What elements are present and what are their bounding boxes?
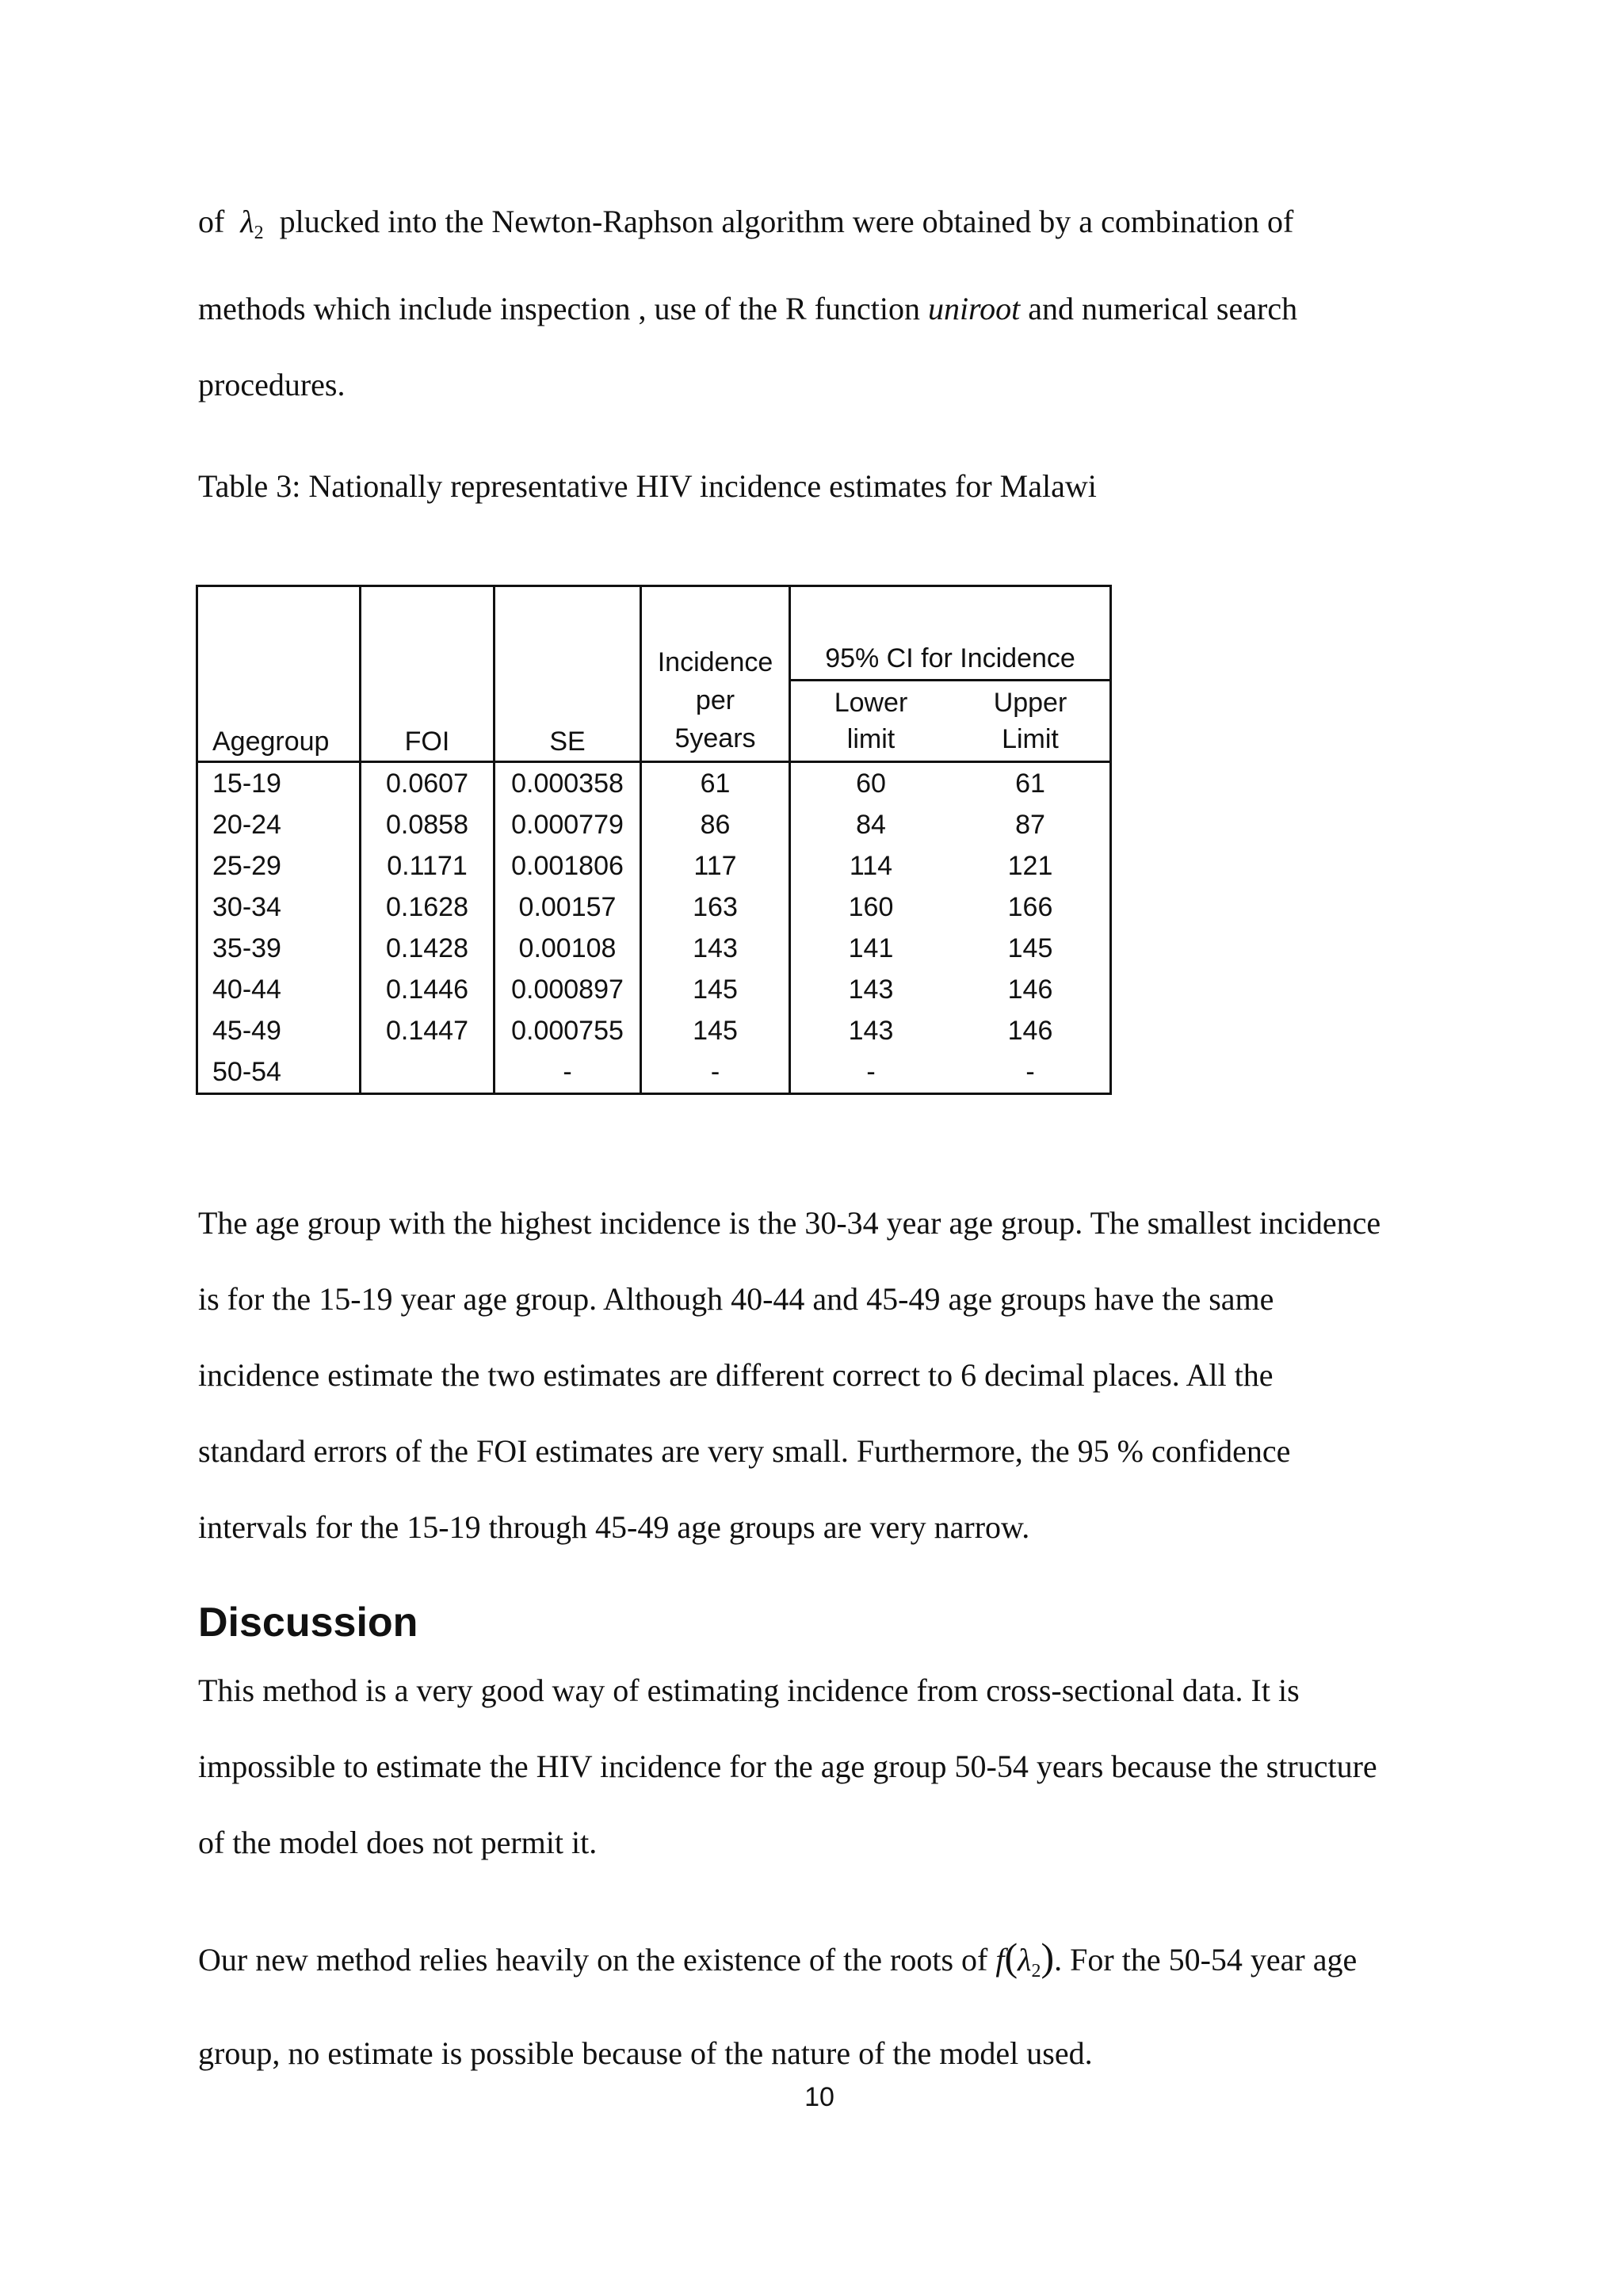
cell-lower-limit: 84 [856,810,886,840]
text-fragment: . For the 50-54 year age [1054,1942,1358,1978]
header-lower-limit [790,681,952,761]
header-upper-limit [951,681,1111,761]
cell-upper-limit: - [1025,1057,1035,1087]
cell-incidence: 117 [641,845,790,887]
header-se: SE [495,586,641,761]
cell-agegroup: 25-29 [197,845,361,887]
cell-se: - [495,1051,641,1094]
cell-se: 0.000779 [495,804,641,845]
cell-incidence: 163 [641,887,790,928]
paragraph-line: procedures. [198,367,346,402]
subscript: 2 [254,223,264,243]
incidence-table [196,585,1112,1095]
table-row [197,1051,1111,1094]
header-foi: FOI [361,586,495,761]
cell-incidence: 145 [641,1010,790,1051]
cell-lower-limit: 114 [849,851,893,881]
header-text: limit [846,724,896,754]
lambda-symbol: λ [240,204,254,239]
cell-agegroup: 35-39 [197,928,361,969]
cell-se: 0.000358 [495,762,641,805]
paragraph-intro [198,184,1450,423]
header-text: Lower [834,688,908,718]
table-row [197,928,1111,969]
cell-foi: 0.0858 [361,804,495,845]
paragraph-discussion [198,1653,1450,1881]
cell-foi: 0.1447 [361,1010,495,1051]
cell-lower-limit: 60 [856,769,886,799]
header-incidence [641,586,790,761]
cell-lower-limit: 160 [848,892,894,922]
table-row [197,804,1111,845]
cell-agegroup: 15-19 [197,762,361,805]
lambda-symbol: λ [1018,1942,1032,1978]
cell-incidence: 61 [641,762,790,805]
cell-foi: 0.1171 [361,845,495,887]
text-fragment: plucked into the Newton-Raphson algorithm were obtained by a combination of [279,204,1294,239]
cell-foi: 0.1428 [361,928,495,969]
cell-agegroup: 20-24 [197,804,361,845]
table-row [197,969,1111,1010]
section-heading: Discussion [198,1600,418,1646]
cell-upper-limit: 87 [1015,810,1045,840]
cell-lower-limit: - [866,1057,876,1087]
text-fragment: Our new method relies heavily on the existence of the roots of [198,1942,996,1978]
subscript: 2 [1031,1961,1041,1981]
cell-agegroup: 50-54 [197,1051,361,1094]
cell-foi: 0.1446 [361,969,495,1010]
header-text: Limit [1002,724,1059,754]
cell-upper-limit: 146 [1007,974,1053,1005]
cell-upper-limit: 145 [1007,933,1053,963]
cell-agegroup: 40-44 [197,969,361,1010]
text-fragment: methods which include inspection , use of the R function [198,291,928,326]
header-agegroup: Agegroup [197,586,361,761]
table-header-row [197,586,1111,681]
page-number: 10 [804,2082,834,2112]
paragraph-line: group, no estimate is possible because of the nature of the model used. [198,2035,1093,2071]
header-text: 5years [674,723,756,753]
table [196,585,1112,1095]
paragraph-line: standard errors of the FOI estimates are very small. Furthermore, the 95 % confidence [198,1433,1291,1469]
cell-upper-limit: 61 [1015,769,1045,799]
header-text: Incidence [657,647,773,677]
header-text: per [695,685,735,715]
function-name: uniroot [927,291,1021,326]
cell-se: 0.00157 [495,887,641,928]
paragraph-line: intervals for the 15-19 through 45-49 age groups are very narrow. [198,1509,1030,1545]
cell-upper-limit: 146 [1007,1016,1053,1046]
cell-upper-limit: 121 [1007,851,1053,881]
cell-lower-limit: 143 [848,974,894,1005]
table-row [197,762,1111,805]
cell-foi [361,1051,495,1094]
table-body [197,762,1111,1094]
text-fragment: of [198,204,225,239]
paragraph-line: incidence estimate the two estimates are different correct to 6 decimal places. All the [198,1357,1274,1393]
paragraph-line [198,184,1450,271]
header-ci-title: 95% CI for Incidence [790,586,1111,681]
cell-incidence: 145 [641,969,790,1010]
cell-agegroup: 30-34 [197,887,361,928]
cell-agegroup: 45-49 [197,1010,361,1051]
paragraph-line [198,1916,1450,2012]
paragraph-line: is for the 15-19 year age group. Although 40-44 and 45-49 age groups have the same [198,1281,1274,1317]
cell-foi: 0.0607 [361,762,495,805]
cell-upper-limit: 166 [1007,892,1053,922]
table-row [197,887,1111,928]
paragraph-line [198,271,1450,347]
table-caption: Table 3: Nationally representative HIV incidence estimates for Malawi [198,468,1097,504]
cell-se: 0.000897 [495,969,641,1010]
cell-foi: 0.1628 [361,887,495,928]
cell-incidence: - [641,1051,790,1094]
paragraph-method [198,1916,1450,2095]
cell-lower-limit: 143 [848,1016,894,1046]
paragraph-results [198,1185,1450,1566]
table-row [197,845,1111,887]
text-fragment: and numerical search [1020,291,1298,326]
cell-incidence: 86 [641,804,790,845]
cell-se: 0.000755 [495,1010,641,1051]
header-text: Upper [993,688,1067,718]
table-row [197,1010,1111,1051]
cell-lower-limit: 141 [848,933,894,963]
paragraph-line: impossible to estimate the HIV incidence for the age group 50-54 years because the structure [198,1749,1377,1784]
cell-se: 0.001806 [495,845,641,887]
paragraph-line: This method is a very good way of estimating incidence from cross-sectional data. It is [198,1672,1300,1708]
paren: ( [1004,1935,1018,1979]
paren: ) [1041,1935,1055,1979]
paragraph-line: The age group with the highest incidence is the 30-34 year age group. The smallest incidence [198,1205,1381,1241]
paragraph-line: of the model does not permit it. [198,1825,598,1860]
cell-se: 0.00108 [495,928,641,969]
cell-incidence: 143 [641,928,790,969]
function-symbol: f [995,1942,1005,1978]
